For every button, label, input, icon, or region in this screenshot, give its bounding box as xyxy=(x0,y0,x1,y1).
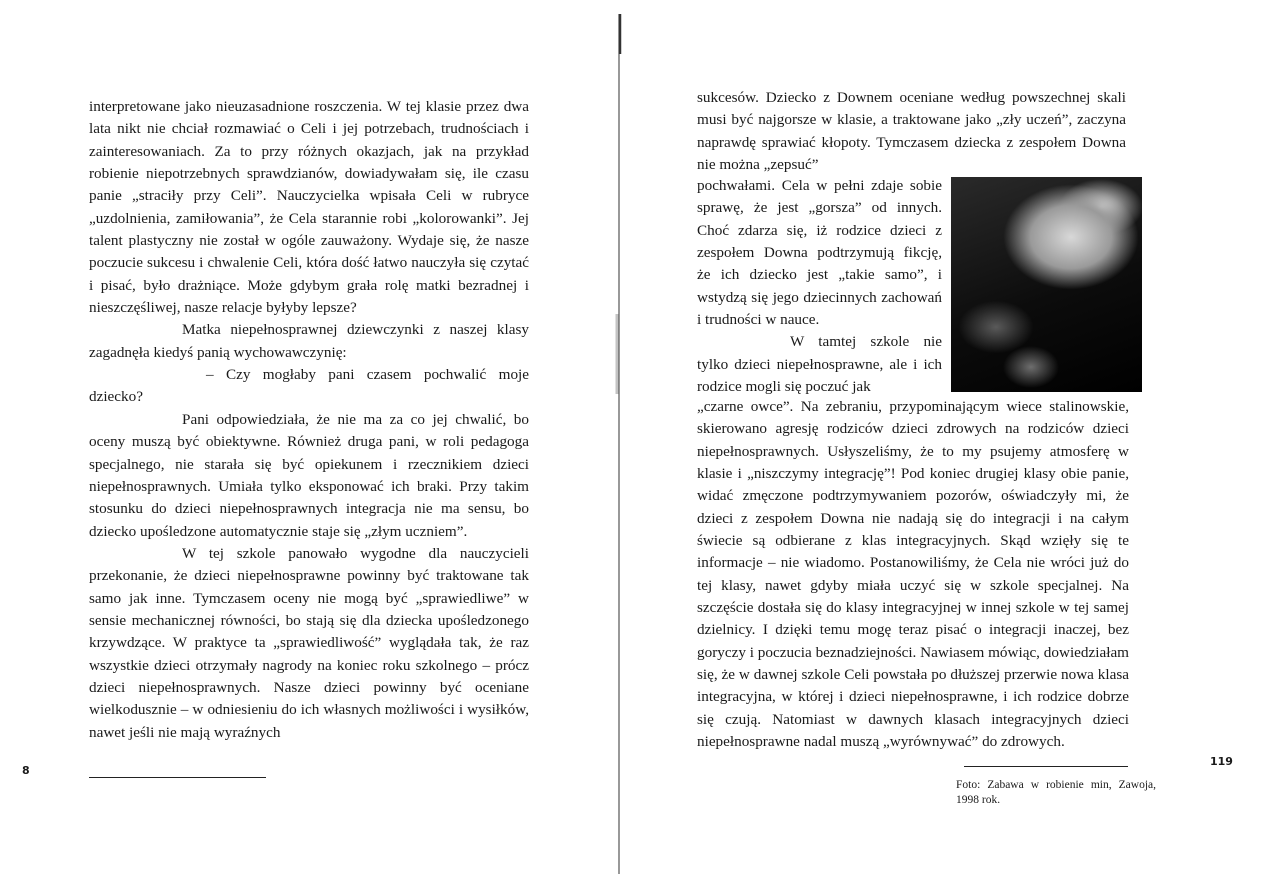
paragraph: W tamtej szkole nie tylko dzieci niepełnosprawne, ale i ich rodzice mogli się poczuć jak xyxy=(697,333,942,396)
paragraph: W tej szkole panowało wygodne dla nauczycieli przekonanie, że dzieci niepełnosprawne powinny być traktowane tak samo jak inne. Tymczasem oceny nie mogą być „sprawiedliwe” w sensie mechanicznej równości, bo stają się dla dziecka upośledzonego krzywdzące. W praktyce ta „sprawiedliwość” wyglądała tak, że raz wszystkie dzieci otrzymały nagrody na koniec roku szkolnego – prócz dzieci niepełnosprawnych. Nasze dzieci powinny być oceniane wielkodusznie – w odniesieniu do ich własnych możliwości i wysiłków, nawet jeśli nie mają wyraźnych xyxy=(89,544,529,741)
paragraph: interpretowane jako nieuzasadnione roszczenia. W tej klasie przez dwa lata nikt nie chciał rozmawiać o Celi i jej potrzebach, trudnościach i zainteresowaniach. Za to przy różnych okazjach, jak na przykład robienie niepotrzebnych sprawdzianów, dowiadywałam się, ile czasu panie „straciły przy Celi”. Nauczycielka wpisała Celi w rubryce „uzdolnienia, zamiłowania”, że Cela starannie robi „kolorowanki”. Jej talent plastyczny nie został w ogóle zauważony. Wydaje się, że nasze poczucie sukcesu i chwalenie Celi, która dość łatwo nauczyła się czytać i pisać, było drażniące. Może gdybym grała rolę matki bezradnej i nieszczęśliwej, nasze relacje byłyby lepsze? xyxy=(89,98,529,317)
photo-caption: Foto: Zabawa w robienie min, Zawoja, 1998 rok. xyxy=(956,779,1156,806)
page-number-left: 8 xyxy=(22,764,30,777)
right-page-wrap-text xyxy=(697,175,942,398)
right-page-top-text xyxy=(697,87,1126,176)
paragraph: „czarne owce”. Na zebraniu, przypominającym wiece stalinowskie, skierowano agresję rodziców dzieci zdrowych na rodziców dzieci niepełnosprawnych. Usłyszeliśmy, że to my psujemy atmosferę w klasie i „niszczymy integrację”! Pod koniec drugiej klasy obie panie, widać zmęczone podtrzymywaniem pozorów, oświadczyły mi, że dzieci z zespołem Downa nie nadają się do integracji i na całym świecie są odbierane z klas integracyjnych. Skąd wzięły się te informacje – nie wiadomo. Postanowiliśmy, że Cela nie wróci już do tej klasy, nawet gdyby miała uczyć się w szkole specjalnej. Na szczęście dostała się do klasy integracyjnej w innej szkole w tej samej dzielnicy. I dzięki temu mogę teraz pisać o integracji inaczej, bez goryczy i poczucia beznadziejności. Nawiasem mówiąc, dowiedziałam się, że w dawnej szkole Celi powstała po dłuższej przerwie nowa klasa integracyjna, w której i dzieci niepełnosprawne, i ich rodzice dobrze się czują. Natomiast w dawnych klasach integracyjnych dzieci niepełnosprawne nadal muszą „wyrównywać” do zdrowych. xyxy=(697,398,1129,751)
paragraph: sukcesów. Dziecko z Downem oceniane według powszechnej skali musi być najgorsze w klasie, a traktowane jako „zły uczeń”, zaczyna naprawdę sprawiać kłopoty. Tymczasem dziecka z zespołem Downa nie można „zepsuć” xyxy=(697,89,1126,174)
right-page-bottom-text xyxy=(697,396,1129,754)
paragraph: pochwałami. Cela w pełni zdaje sobie sprawę, że jest „gorsza” od innych. Choć zdarza się, iż rodzice dzieci z zespołem Downa podtrzymują fikcję, że ich dziecko jest „takie samo”, i wstydzą się jego dziecinnych zachowań i trudności w nauce. xyxy=(697,177,942,329)
page-number-right: 119 xyxy=(1210,755,1233,768)
caption-rule xyxy=(964,766,1128,767)
paragraph: Matka niepełnosprawnej dziewczynki z naszej klasy zagadnęła kiedyś panią wychowawczynię: xyxy=(89,321,529,361)
child-portrait-photo xyxy=(951,177,1142,392)
footnote-rule xyxy=(89,777,266,778)
dialog-line: – Czy mogłaby pani czasem pochwalić moje dziecko? xyxy=(89,366,529,406)
left-page xyxy=(0,0,610,894)
right-page xyxy=(624,0,1262,894)
paragraph: Pani odpowiedziała, że nie ma za co jej chwalić, bo oceny muszą być obiektywne. Również druga pani, w roli pedagoga specjalnego, nie starała się być opiekunem i rzecznikiem dzieci niepełnosprawnych. Umiała tylko eksponować ich braki. Przy takim stosunku do dzieci niepełnosprawnych integracja nie ma sensu, bo dziecko upośledzone automatycznie staje się „złym uczniem”. xyxy=(89,410,529,540)
left-page-text xyxy=(89,96,529,744)
